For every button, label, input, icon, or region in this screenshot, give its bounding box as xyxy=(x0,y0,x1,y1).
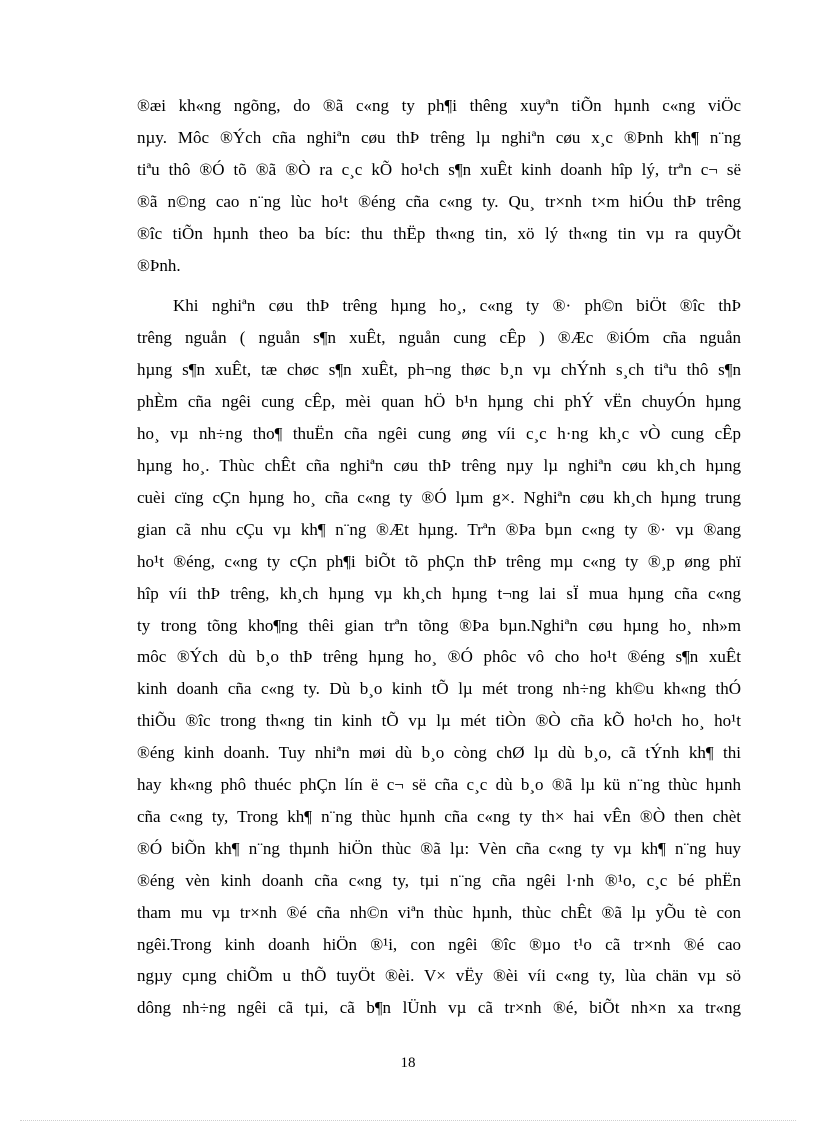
text-line: hay kh«ng phô thuéc phÇn lín ë c¬ së cña c¸c dù b¸o ®ã lµ kü n¨ng thùc hµnh xyxy=(137,775,741,795)
text-line: ®æi kh«ng ngõng, do ®ã c«ng ty ph¶i thêng xuyªn tiÕn hµnh c«ng viÖc xyxy=(137,96,741,115)
text-line: hµng s¶n xuÊt, tæ chøc s¶n xuÊt, ph¬ng thøc b¸n vµ chÝnh s¸ch tiªu thô s¶n xyxy=(137,360,741,380)
text-line: Khi nghiªn cøu thÞ trêng hµng ho¸, c«ng ty ®· ph©n biÖt ®îc thÞ xyxy=(173,296,741,316)
text-line: phÈm cña ngêi cung cÊp, mèi quan hÖ b¹n hµng chi phÝ vËn chuyÓn hµng xyxy=(137,392,741,412)
text-line: trêng nguån ( nguån s¶n xuÊt, nguån cung cÊp ) ®Æc ®iÓm cña nguån xyxy=(137,328,741,348)
text-line: môc ®Ých dù b¸o thÞ trêng hµng ho¸ ®Ó phôc vô cho ho¹t ®éng s¶n xuÊt xyxy=(137,647,741,667)
text-line: cña c«ng ty, Trong kh¶ n¨ng thùc hµnh cña c«ng ty th× hai vÊn ®Ò then chèt xyxy=(137,806,741,826)
text-line: gian cã nhu cÇu vµ kh¶ n¨ng ®Æt hµng. Trªn ®Þa bµn c«ng ty ®· vµ ®ang xyxy=(137,519,741,539)
text-line: tiªu thô ®Ó tõ ®ã ®Ò ra c¸c kÕ ho¹ch s¶n xuÊt kinh doanh hîp lý, trªn c¬ së xyxy=(137,159,741,179)
text-line: dông nh÷ng ngêi cã tµi, cã b¶n lÜnh vµ cã tr×nh ®é, biÕt nh×n xa tr«ng xyxy=(137,998,741,1018)
page-number: 18 xyxy=(400,1055,416,1071)
paragraph-gap xyxy=(137,281,741,290)
text-line: kinh doanh cña c«ng ty. Dù b¸o kinh tÕ lµ mét trong nh÷ng kh©u kh«ng thÓ xyxy=(137,679,741,699)
text-line: ®îc tiÕn hµnh theo ba bíc: thu thËp th«ng tin, xö lý th«ng tin vµ ra quyÕt xyxy=(137,223,741,243)
text-line: ®Ó biÕn kh¶ n¨ng thµnh hiÖn thùc ®ã lµ: Vèn cña c«ng ty vµ kh¶ n¨ng huy xyxy=(137,838,741,858)
text-line: ngµy cµng chiÕm u thÕ tuyÖt ®èi. V× vËy ®èi víi c«ng ty, lùa chän vµ sö xyxy=(137,966,741,986)
text-line: ®éng kinh doanh. Tuy nhiªn møi dù b¸o còng chØ lµ dù b¸o, cã tÝnh kh¶ thi xyxy=(137,743,741,763)
text-line: tham mu vµ tr×nh ®é cña nh©n viªn thùc hµnh, thùc chÊt ®ã lµ yÕu tè con xyxy=(137,902,741,922)
text-line: ngêi.Trong kinh doanh hiÖn ®¹i, con ngêi ®îc ®µo t¹o cã tr×nh ®é cao xyxy=(137,934,741,954)
body-text xyxy=(137,90,741,1024)
paragraph-1 xyxy=(137,90,741,281)
text-line: ®Þnh. xyxy=(137,255,181,275)
paragraph-2 xyxy=(137,290,741,1024)
text-line: ®éng vèn kinh doanh cña c«ng ty, tµi n¨ng cña ngêi l·nh ®¹o, c¸c bé phËn xyxy=(137,870,741,890)
text-line: cuèi cïng cÇn hµng ho¸ cña c«ng ty ®Ó lµm g×. Nghiªn cøu kh¸ch hµng trung xyxy=(137,487,741,507)
text-line: ho¹t ®éng, c«ng ty cÇn ph¶i biÕt tõ phÇn thÞ trêng mµ c«ng ty ®¸p øng phï xyxy=(137,551,741,571)
text-line: ho¸ vµ nh÷ng tho¶ thuËn cña ngêi cung øng víi c¸c h·ng kh¸c vÒ cung cÊp xyxy=(137,424,741,444)
text-line: hîp víi thÞ trêng, kh¸ch hµng vµ kh¸ch hµng t¬ng lai sÏ mua hµng cña c«ng xyxy=(137,583,741,603)
page-bottom-divider xyxy=(20,1120,796,1121)
text-line: ®ã n©ng cao n¨ng lùc ho¹t ®éng cña c«ng ty. Qu¸ tr×nh t×m hiÓu thÞ trêng xyxy=(137,191,741,211)
text-line: nµy. Môc ®Ých cña nghiªn cøu thÞ trêng lµ nghiªn cøu x¸c ®Þnh kh¶ n¨ng xyxy=(137,127,741,147)
text-line: ty trong tõng kho¶ng thêi gian trªn tõng ®Þa bµn.Nghiªn cøu hµng ho¸ nh»m xyxy=(137,615,741,635)
text-line: hµng ho¸. Thùc chÊt cña nghiªn cøu thÞ trêng nµy lµ nghiªn cøu kh¸ch hµng xyxy=(137,455,741,475)
text-line: thiÕu ®îc trong th«ng tin kinh tÕ vµ lµ mét tiÒn ®Ò cña kÕ ho¹ch ho¸ ho¹t xyxy=(137,711,741,731)
